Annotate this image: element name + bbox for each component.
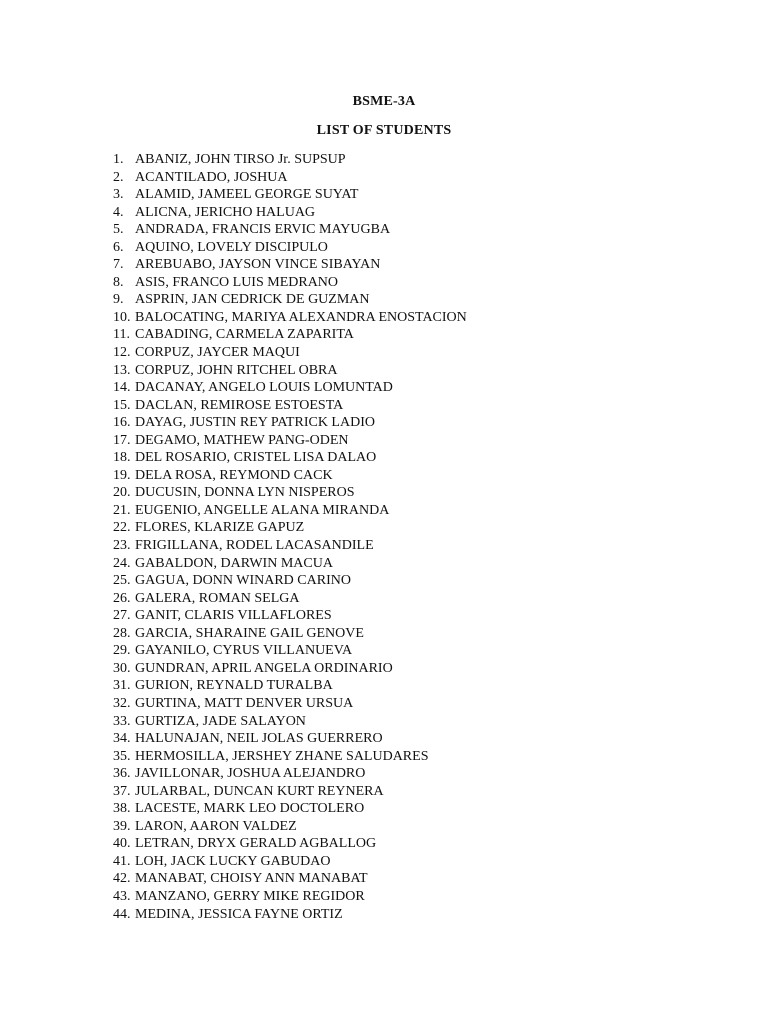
student-name: ACANTILADO, JOSHUA — [135, 169, 288, 185]
list-item — [113, 765, 467, 783]
list-item — [113, 414, 467, 432]
list-item — [113, 291, 467, 309]
student-number: 4. — [113, 204, 124, 220]
list-item — [113, 204, 467, 222]
student-number: 37. — [113, 783, 131, 799]
student-name: CABADING, CARMELA ZAPARITA — [135, 327, 354, 343]
list-item — [113, 888, 467, 906]
list-item — [113, 186, 467, 204]
list-item — [113, 835, 467, 853]
student-number: 36. — [113, 766, 131, 782]
list-item — [113, 221, 467, 239]
list-item — [113, 677, 467, 695]
list-item — [113, 660, 467, 678]
student-name: DUCUSIN, DONNA LYN NISPEROS — [135, 485, 355, 501]
student-name: DEL ROSARIO, CRISTEL LISA DALAO — [135, 450, 377, 466]
student-name: GARCIA, SHARAINE GAIL GENOVE — [135, 625, 364, 641]
list-item — [113, 625, 467, 643]
list-item — [113, 642, 467, 660]
student-name: MEDINA, JESSICA FAYNE ORTIZ — [135, 906, 343, 922]
student-name: JULARBAL, DUNCAN KURT REYNERA — [135, 783, 384, 799]
list-item — [113, 590, 467, 608]
student-number: 30. — [113, 660, 131, 676]
list-item — [113, 713, 467, 731]
student-name: FLORES, KLARIZE GAPUZ — [135, 520, 305, 536]
student-number: 43. — [113, 888, 131, 904]
list-item — [113, 344, 467, 362]
student-name: DAYAG, JUSTIN REY PATRICK LADIO — [135, 415, 375, 431]
student-name: LOH, JACK LUCKY GABUDAO — [135, 853, 331, 869]
list-item — [113, 818, 467, 836]
student-name: LARON, AARON VALDEZ — [135, 818, 297, 834]
student-name: LETRAN, DRYX GERALD AGBALLOG — [135, 836, 377, 852]
student-number: 17. — [113, 432, 131, 448]
student-number: 28. — [113, 625, 131, 641]
student-number: 3. — [113, 187, 124, 203]
student-name: AREBUABO, JAYSON VINCE SIBAYAN — [135, 257, 381, 273]
student-name: ANDRADA, FRANCIS ERVIC MAYUGBA — [135, 222, 391, 238]
student-name: FRIGILLANA, RODEL LACASANDILE — [135, 538, 374, 554]
list-item — [113, 397, 467, 415]
student-name: BALOCATING, MARIYA ALEXANDRA ENOSTACION — [135, 309, 467, 325]
student-name: ABANIZ, JOHN TIRSO Jr. SUPSUP — [135, 152, 346, 167]
list-item — [113, 870, 467, 888]
student-number: 44. — [113, 906, 131, 922]
student-number: 40. — [113, 836, 131, 852]
student-number: 5. — [113, 222, 124, 238]
student-number: 19. — [113, 467, 131, 483]
student-number: 2. — [113, 169, 124, 185]
list-item — [113, 309, 467, 327]
list-item — [113, 467, 467, 485]
student-name: JAVILLONAR, JOSHUA ALEJANDRO — [135, 766, 366, 782]
list-item — [113, 783, 467, 801]
student-name: GURION, REYNALD TURALBA — [135, 678, 333, 694]
student-number: 1. — [113, 152, 124, 167]
student-name: EUGENIO, ANGELLE ALANA MIRANDA — [135, 502, 390, 518]
student-number: 20. — [113, 485, 131, 501]
list-item — [113, 853, 467, 871]
student-name: GABALDON, DARWIN MACUA — [135, 555, 333, 571]
student-number: 38. — [113, 801, 131, 817]
list-item — [113, 274, 467, 292]
student-number: 24. — [113, 555, 131, 571]
list-item — [113, 256, 467, 274]
student-name: ASPRIN, JAN CEDRICK DE GUZMAN — [135, 292, 370, 308]
student-number: 31. — [113, 678, 131, 694]
student-number: 21. — [113, 502, 131, 518]
list-item — [113, 800, 467, 818]
student-number: 22. — [113, 520, 131, 536]
list-item — [113, 151, 467, 169]
student-name: HERMOSILLA, JERSHEY ZHANE SALUDARES — [135, 748, 429, 764]
student-name: GAGUA, DONN WINARD CARINO — [135, 573, 351, 589]
student-number: 7. — [113, 257, 124, 273]
student-number: 9. — [113, 292, 124, 308]
student-number: 6. — [113, 239, 124, 255]
list-item — [113, 748, 467, 766]
student-number: 12. — [113, 345, 131, 361]
student-number: 15. — [113, 397, 131, 413]
list-item — [113, 432, 467, 450]
student-name: GURTINA, MATT DENVER URSUA — [135, 695, 354, 711]
student-number: 27. — [113, 608, 131, 624]
list-item — [113, 555, 467, 573]
student-number: 11. — [113, 327, 130, 343]
student-name: CORPUZ, JOHN RITCHEL OBRA — [135, 362, 338, 378]
student-name: GURTIZA, JADE SALAYON — [135, 713, 306, 729]
student-number: 34. — [113, 731, 131, 747]
student-number: 18. — [113, 450, 131, 466]
student-number: 42. — [113, 871, 131, 887]
list-item — [113, 484, 467, 502]
student-number: 8. — [113, 274, 124, 290]
student-name: DACANAY, ANGELO LOUIS LOMUNTAD — [135, 380, 393, 396]
list-item — [113, 239, 467, 257]
student-name: ALICNA, JERICHO HALUAG — [135, 204, 316, 220]
list-item — [113, 730, 467, 748]
list-item — [113, 537, 467, 555]
student-name: MANABAT, CHOISY ANN MANABAT — [135, 871, 368, 887]
list-item — [113, 449, 467, 467]
student-number: 32. — [113, 695, 131, 711]
student-number: 29. — [113, 643, 131, 659]
student-name: MANZANO, GERRY MIKE REGIDOR — [135, 888, 365, 904]
student-name: DEGAMO, MATHEW PANG-ODEN — [135, 432, 349, 448]
list-item — [113, 695, 467, 713]
student-name: GALERA, ROMAN SELGA — [135, 590, 300, 606]
student-number: 14. — [113, 380, 131, 396]
list-item — [113, 379, 467, 397]
student-name: ASIS, FRANCO LUIS MEDRANO — [135, 274, 339, 290]
list-item — [113, 502, 467, 520]
student-name: GAYANILO, CYRUS VILLANUEVA — [135, 643, 353, 659]
student-number: 26. — [113, 590, 131, 606]
list-item — [113, 326, 467, 344]
list-title: LIST OF STUDENTS — [316, 123, 452, 138]
list-item — [113, 572, 467, 590]
student-name: DACLAN, REMIROSE ESTOESTA — [135, 397, 344, 413]
list-item — [113, 906, 467, 924]
student-number: 35. — [113, 748, 131, 764]
list-item — [113, 169, 467, 187]
student-number: 10. — [113, 309, 131, 325]
student-number: 25. — [113, 573, 131, 589]
student-name: LACESTE, MARK LEO DOCTOLERO — [135, 801, 365, 817]
list-item — [113, 607, 467, 625]
student-number: 13. — [113, 362, 131, 378]
student-number: 41. — [113, 853, 131, 869]
student-name: ALAMID, JAMEEL GEORGE SUYAT — [135, 187, 359, 203]
student-name: DELA ROSA, REYMOND CACK — [135, 467, 333, 483]
student-number: 16. — [113, 415, 131, 431]
student-name: HALUNAJAN, NEIL JOLAS GUERRERO — [135, 731, 383, 747]
student-name: AQUINO, LOVELY DISCIPULO — [135, 239, 328, 255]
class-title: BSME-3A — [352, 94, 416, 109]
student-number: 23. — [113, 538, 131, 554]
list-item — [113, 362, 467, 380]
student-number: 33. — [113, 713, 131, 729]
student-name: CORPUZ, JAYCER MAQUI — [135, 345, 300, 361]
student-number: 39. — [113, 818, 131, 834]
list-item — [113, 519, 467, 537]
student-name: GUNDRAN, APRIL ANGELA ORDINARIO — [135, 660, 393, 676]
student-name: GANIT, CLARIS VILLAFLORES — [135, 608, 332, 624]
student-list — [113, 151, 467, 923]
